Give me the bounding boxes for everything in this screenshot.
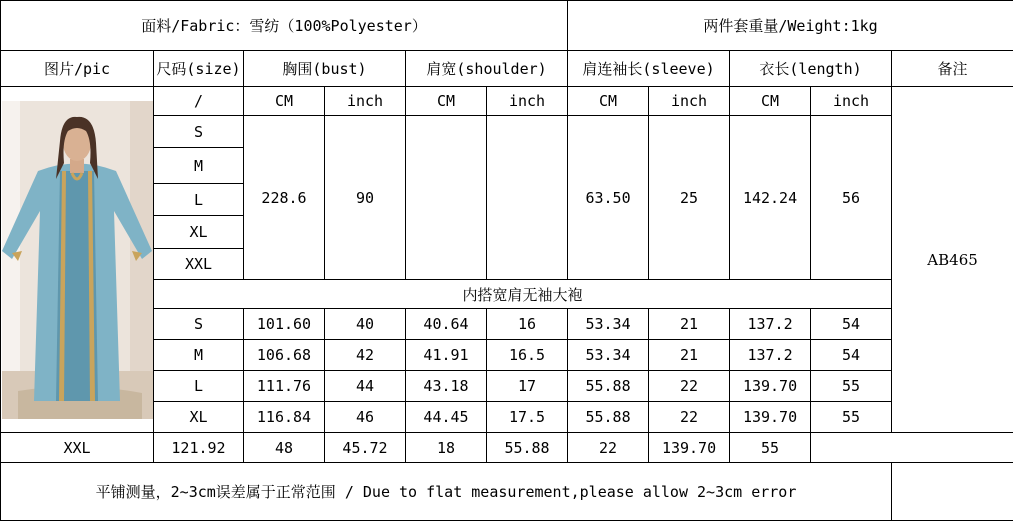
inner-size: XL bbox=[154, 402, 244, 433]
outer-size-xxl: XXL bbox=[154, 249, 244, 280]
col-header-notes: 备注 bbox=[892, 51, 1013, 87]
outer-bust-cm: 228.6 bbox=[244, 116, 325, 280]
unit-length-inch: inch bbox=[811, 87, 892, 116]
outer-length-cm: 142.24 bbox=[730, 116, 811, 280]
outer-size-xl: XL bbox=[154, 216, 244, 249]
inner-bust-cm: 106.68 bbox=[244, 340, 325, 371]
col-header-sleeve: 肩连袖长(sleeve) bbox=[568, 51, 730, 87]
unit-sleeve-inch: inch bbox=[649, 87, 730, 116]
col-header-shoulder: 肩宽(shoulder) bbox=[406, 51, 568, 87]
unit-length-cm: CM bbox=[730, 87, 811, 116]
inner-shoulder-inch: 17.5 bbox=[487, 402, 568, 433]
outer-sleeve-inch: 25 bbox=[649, 116, 730, 280]
col-header-size: 尺码(size) bbox=[154, 51, 244, 87]
inner-sleeve-cm: 55.88 bbox=[568, 371, 649, 402]
inner-bust-inch: 48 bbox=[244, 433, 325, 463]
unit-bust-cm: CM bbox=[244, 87, 325, 116]
unit-bust-inch: inch bbox=[325, 87, 406, 116]
unit-shoulder-inch: inch bbox=[487, 87, 568, 116]
inner-bust-cm: 121.92 bbox=[154, 433, 244, 463]
unit-sleeve-cm: CM bbox=[568, 87, 649, 116]
footer-notes-cell bbox=[892, 463, 1013, 521]
inner-length-inch: 54 bbox=[811, 340, 892, 371]
inner-shoulder-cm: 45.72 bbox=[325, 433, 406, 463]
inner-length-cm: 139.70 bbox=[730, 371, 811, 402]
inner-length-cm: 139.70 bbox=[649, 433, 730, 463]
product-code: AB465 bbox=[892, 87, 1013, 433]
inner-sleeve-cm: 53.34 bbox=[568, 309, 649, 340]
weight-info: 两件套重量/Weight:1kg bbox=[568, 1, 1013, 51]
col-header-bust: 胸围(bust) bbox=[244, 51, 406, 87]
inner-bust-cm: 101.60 bbox=[244, 309, 325, 340]
table-row bbox=[1, 433, 1013, 463]
unit-slash: / bbox=[154, 87, 244, 116]
inner-shoulder-cm: 40.64 bbox=[406, 309, 487, 340]
inner-shoulder-cm: 44.45 bbox=[406, 402, 487, 433]
inner-bust-cm: 116.84 bbox=[244, 402, 325, 433]
outer-size-s: S bbox=[154, 116, 244, 148]
col-header-length: 衣长(length) bbox=[730, 51, 892, 87]
outer-bust-inch: 90 bbox=[325, 116, 406, 280]
inner-bust-inch: 46 bbox=[325, 402, 406, 433]
product-photo bbox=[2, 101, 153, 419]
outer-size-m: M bbox=[154, 148, 244, 184]
inner-sleeve-inch: 22 bbox=[568, 433, 649, 463]
inner-shoulder-cm: 41.91 bbox=[406, 340, 487, 371]
outer-length-inch: 56 bbox=[811, 116, 892, 280]
inner-size: S bbox=[154, 309, 244, 340]
inner-sleeve-cm: 55.88 bbox=[568, 402, 649, 433]
measurement-note: 平铺测量，2~3cm误差属于正常范围 / Due to flat measurement,please allow 2~3cm error bbox=[1, 463, 892, 521]
inner-bust-inch: 44 bbox=[325, 371, 406, 402]
inner-sleeve-cm: 53.34 bbox=[568, 340, 649, 371]
inner-length-cm: 137.2 bbox=[730, 309, 811, 340]
outer-shoulder-cm bbox=[406, 116, 487, 280]
outer-sleeve-cm: 63.50 bbox=[568, 116, 649, 280]
inner-size: L bbox=[154, 371, 244, 402]
inner-shoulder-inch: 16.5 bbox=[487, 340, 568, 371]
inner-bust-inch: 40 bbox=[325, 309, 406, 340]
inner-length-cm: 137.2 bbox=[730, 340, 811, 371]
inner-shoulder-inch: 17 bbox=[487, 371, 568, 402]
inner-bust-cm: 111.76 bbox=[244, 371, 325, 402]
outer-size-l: L bbox=[154, 184, 244, 216]
inner-sleeve-inch: 22 bbox=[649, 402, 730, 433]
inner-sleeve-inch: 22 bbox=[649, 371, 730, 402]
fabric-info: 面料/Fabric：雪纺（100%Polyester） bbox=[1, 1, 568, 51]
inner-sleeve-inch: 21 bbox=[649, 309, 730, 340]
product-photo-cell bbox=[1, 87, 154, 433]
inner-sleeve-inch: 21 bbox=[649, 340, 730, 371]
inner-length-inch: 55 bbox=[730, 433, 811, 463]
inner-size: M bbox=[154, 340, 244, 371]
unit-shoulder-cm: CM bbox=[406, 87, 487, 116]
col-header-pic: 图片/pic bbox=[1, 51, 154, 87]
inner-length-inch: 55 bbox=[811, 371, 892, 402]
inner-sleeve-cm: 55.88 bbox=[487, 433, 568, 463]
inner-length-cm: 139.70 bbox=[730, 402, 811, 433]
model-in-abaya-image bbox=[2, 101, 153, 419]
inner-length-inch: 55 bbox=[811, 402, 892, 433]
inner-shoulder-inch: 16 bbox=[487, 309, 568, 340]
inner-length-inch: 54 bbox=[811, 309, 892, 340]
inner-bust-inch: 42 bbox=[325, 340, 406, 371]
inner-garment-title: 内搭宽肩无袖大袍 bbox=[154, 280, 892, 309]
outer-shoulder-inch bbox=[487, 116, 568, 280]
inner-size: XXL bbox=[1, 433, 154, 463]
inner-shoulder-cm: 43.18 bbox=[406, 371, 487, 402]
inner-shoulder-inch: 18 bbox=[406, 433, 487, 463]
